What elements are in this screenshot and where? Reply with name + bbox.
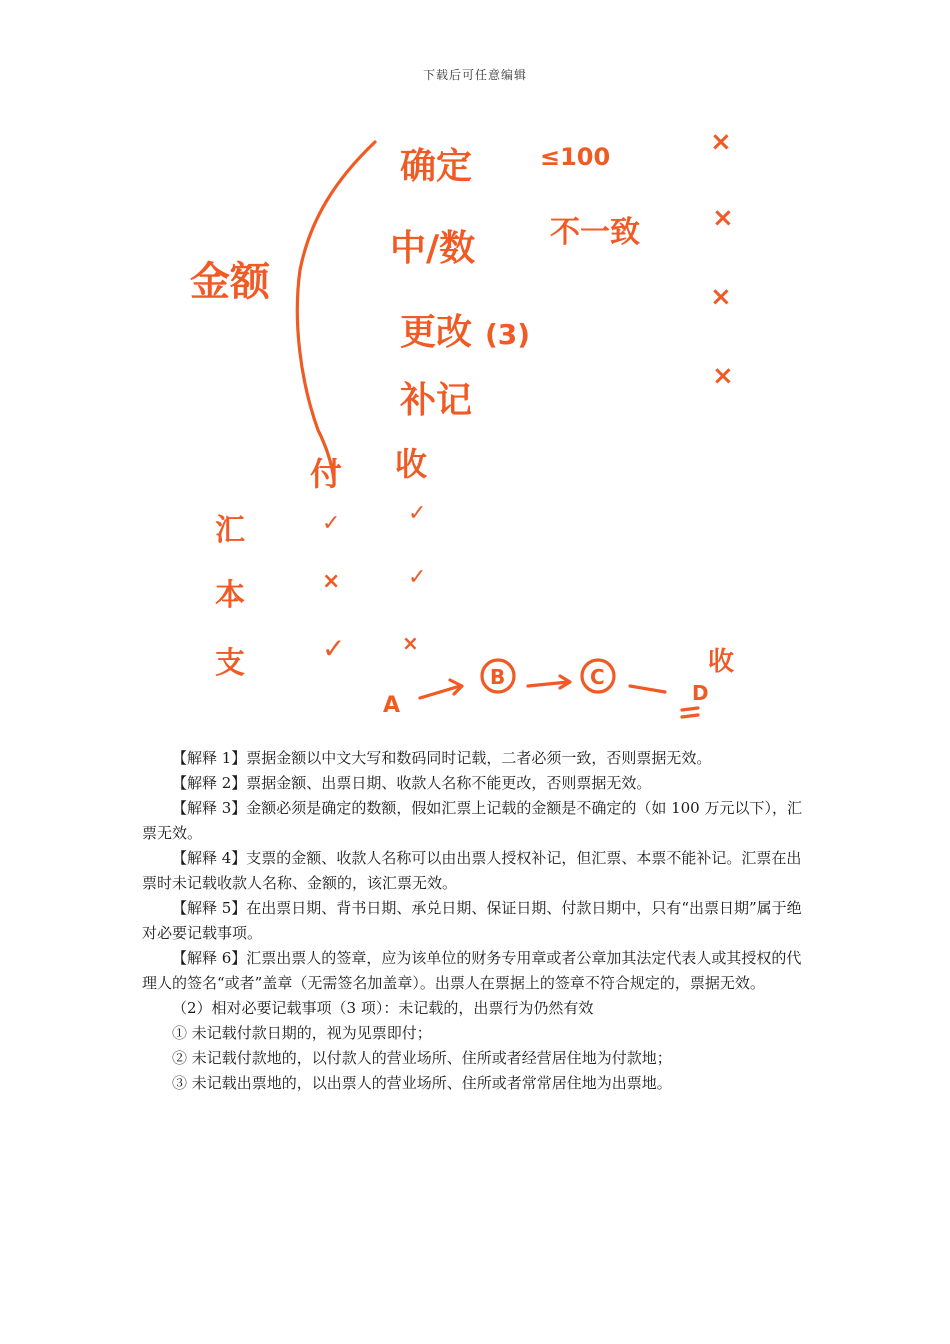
row-label-zhipiao: 支 (215, 646, 245, 681)
paragraph-explain-2: 【解释 2】票据金额、出票日期、收款人名称不能更改，否则票据无效。 (172, 774, 652, 792)
rule-mark-3: × (710, 282, 732, 312)
left-label: 金额 (190, 259, 270, 305)
paragraph-explain-5: 【解释 5】在出票日期、背书日期、承兑日期、保证日期、付款日期中，只有“出票日期”属于绝对必要记载事项。 (142, 899, 802, 942)
rule-mark-4: × (712, 361, 734, 391)
flow-equals (682, 708, 698, 717)
row-label-huipiao: 汇 (215, 513, 245, 548)
rule-label-1: 确定 (400, 146, 473, 187)
col-header-receive: 收 (395, 445, 428, 483)
paragraph-explain-3: 【解释 3】金额必须是确定的数额，假如汇票上记载的金额是不确定的（如 100 万元以下），汇票无效。 (142, 799, 802, 842)
row-zhipiao-pay: ✓ (322, 632, 346, 665)
rule-label-3: 更改 (400, 312, 473, 353)
rule-condition-3: (3) (485, 318, 531, 351)
row-huipiao-pay: ✓ (322, 511, 341, 536)
handwritten-sketch (150, 120, 800, 730)
row-benpiao-receive: ✓ (408, 565, 427, 590)
list-item-2: ② 未记载付款地的，以付款人的营业场所、住所或者经营居住地为付款地； (172, 1049, 672, 1067)
flow-node-d: D (692, 681, 709, 705)
flow-node-a: A (383, 693, 401, 718)
row-huipiao-receive: ✓ (408, 501, 427, 526)
rule-condition-1: ≤100 (540, 143, 611, 171)
paragraph-explain-1: 【解释 1】票据金额以中文大写和数码同时记载，二者必须一致，否则票据无效。 (172, 749, 712, 767)
paragraph-explain-4: 【解释 4】支票的金额、收款人名称可以由出票人授权补记，但汇票、本票不能补记。汇票在出票时未记载收款人名称、金额的，该汇票无效。 (142, 849, 802, 892)
rule-condition-2: 不一致 (550, 215, 640, 250)
rule-label-4: 补记 (400, 380, 473, 421)
row-zhipiao-receive: × (402, 631, 419, 655)
col-header-pay: 付 (310, 455, 343, 493)
rule-mark-2: × (712, 203, 734, 233)
bracket-line (297, 142, 375, 480)
paragraph-explain-6: 【解释 6】汇票出票人的签章，应为该单位的财务专用章或者公章加其法定代表人或其授权的代理人的签名“或者”盖章（无需签名加盖章）。出票人在票据上的签章不符合规定的，票据无效。 (142, 949, 802, 992)
flow-arrow-1 (420, 680, 462, 698)
rule-mark-1: × (710, 127, 732, 157)
flow-arrow-2 (528, 676, 570, 688)
sketch-canvas (150, 120, 800, 730)
flow-node-c: C (590, 665, 605, 689)
list-item-1: ① 未记载付款日期的，视为见票即付； (172, 1024, 432, 1042)
page-header: 下载后可任意编辑 (422, 68, 527, 82)
row-label-benpiao: 本 (215, 578, 245, 613)
row-benpiao-pay: × (322, 569, 341, 594)
rule-label-2: 中/数 (390, 228, 476, 269)
flow-end-label: 收 (708, 647, 735, 677)
flow-node-b: B (490, 665, 506, 689)
paragraph-section-2: （2）相对必要记载事项（3 项）：未记载的，出票行为仍然有效 (172, 999, 594, 1017)
list-item-3: ③ 未记载出票地的，以出票人的营业场所、住所或者常常居住地为出票地。 (172, 1074, 672, 1092)
body-text (142, 746, 812, 1096)
flow-arrow-3 (630, 686, 665, 692)
